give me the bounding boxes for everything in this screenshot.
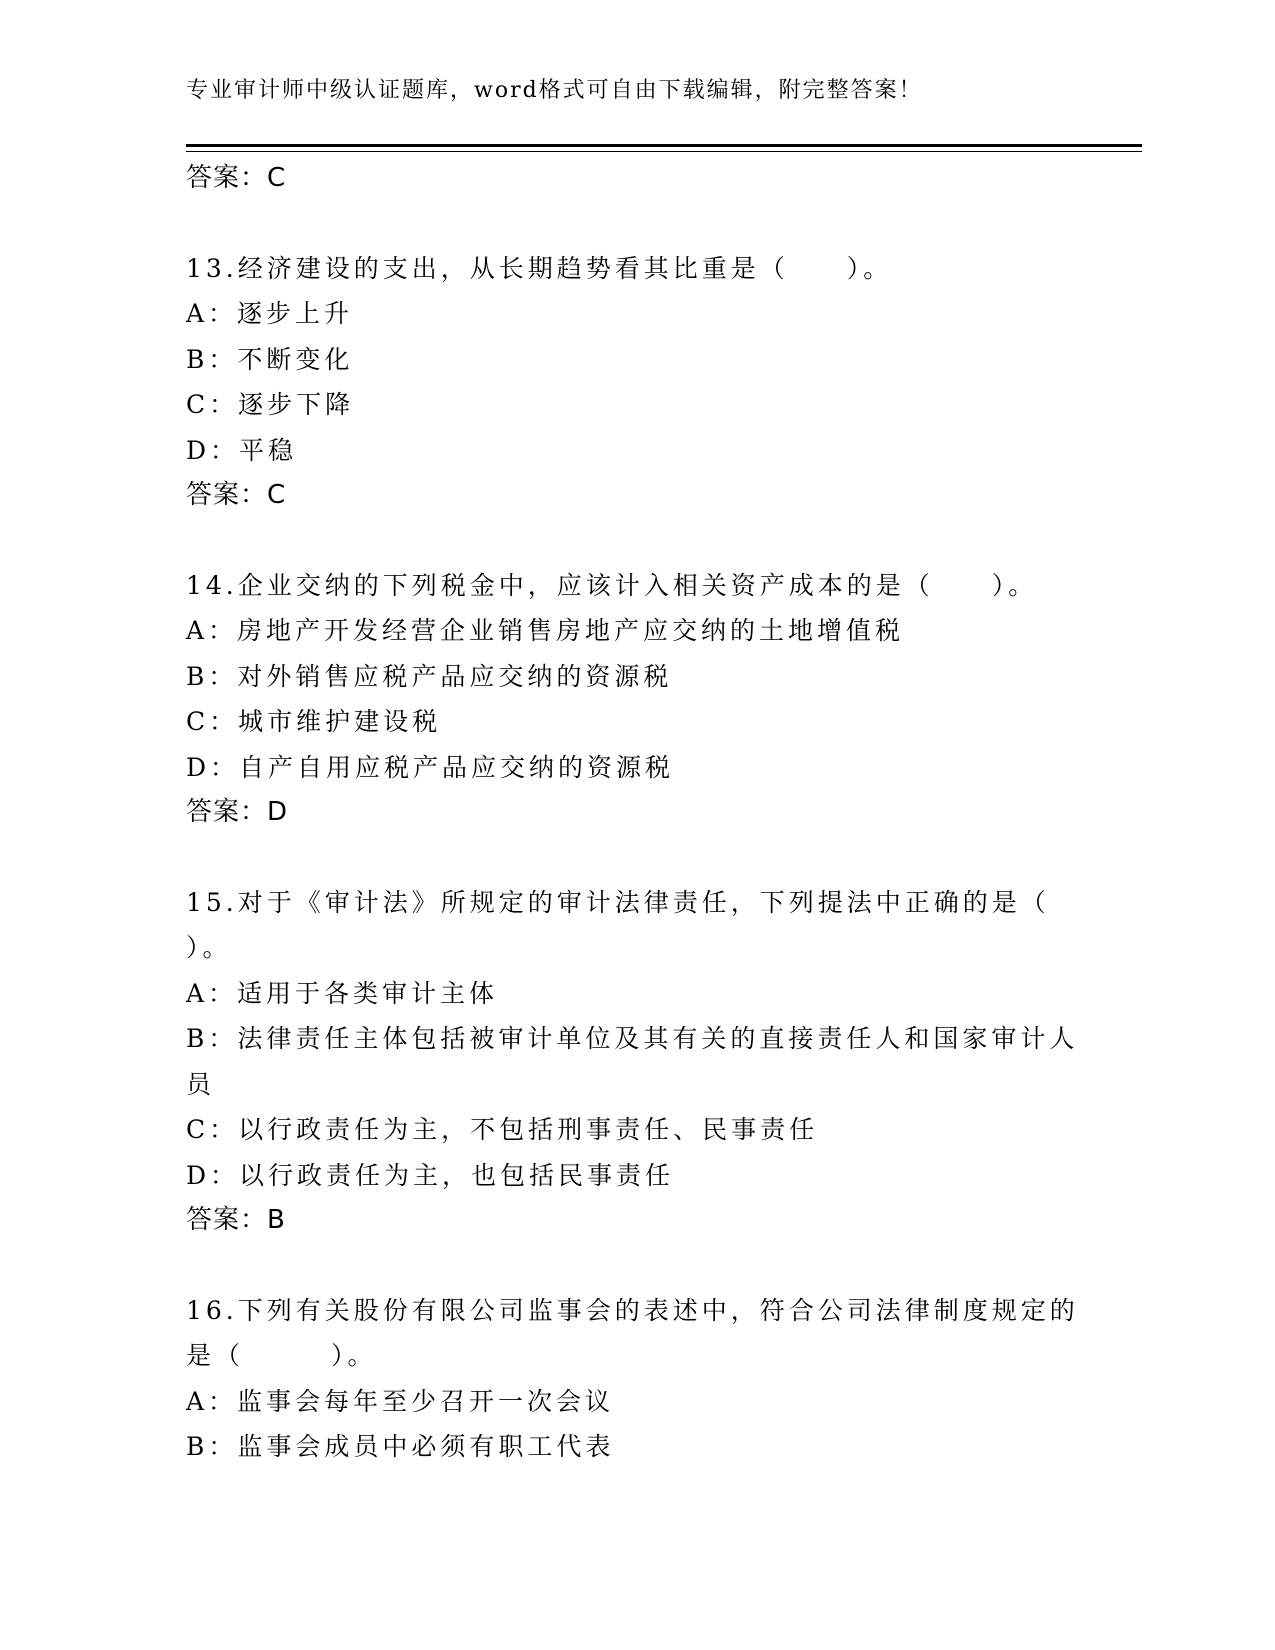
option-d: D：平稳	[186, 435, 298, 465]
answer-line: 答案：C	[186, 480, 287, 510]
page-header: 专业审计师中级认证题库，word格式可自由下载编辑，附完整答案！	[186, 78, 923, 103]
question-content	[186, 156, 1086, 1470]
option-d: D：以行政责任为主，也包括民事责任	[186, 1160, 675, 1190]
spacer	[186, 1244, 1086, 1288]
option-c: C：城市维护建设税	[186, 707, 442, 736]
option-b: B：监事会成员中必须有职工代表	[186, 1432, 615, 1461]
answer-line: 答案：C	[186, 163, 287, 193]
question-stem-line-1: 16.下列有关股份有限公司监事会的表述中，符合公司法律制度规定的	[186, 1295, 1079, 1325]
answer-line: 答案：B	[186, 1205, 286, 1235]
question-stem: 14.企业交纳的下列税金中，应该计入相关资产成本的是（ ）。	[186, 570, 1038, 600]
option-a: A：逐步上升	[186, 299, 354, 328]
question-stem-line-2: 是（ ）。	[186, 1341, 377, 1370]
option-a: A：房地产开发经营企业销售房地产应交纳的土地增值税	[186, 616, 905, 645]
question-stem: 13.经济建设的支出，从长期趋势看其比重是（ ）。	[186, 253, 893, 283]
question-stem-line-2: ）。	[186, 933, 232, 962]
option-b: B：对外销售应税产品应交纳的资源税	[186, 661, 673, 691]
option-b: B：法律责任主体包括被审计单位及其有关的直接责任人和国家审计人	[186, 1024, 1079, 1053]
option-b: B：不断变化	[186, 344, 354, 374]
question-block-16	[186, 1288, 1086, 1470]
spacer	[186, 836, 1086, 880]
spacer	[186, 202, 1086, 246]
option-c: C：逐步下降	[186, 390, 355, 419]
option-b-continued: 员	[186, 1069, 216, 1099]
question-block-14	[186, 563, 1086, 836]
question-block-15	[186, 880, 1086, 1244]
header-divider-thin	[186, 151, 1142, 152]
spacer	[186, 519, 1086, 563]
question-block-13	[186, 246, 1086, 519]
question-stem-line-1: 15.对于《审计法》所规定的审计法律责任，下列提法中正确的是（	[186, 887, 1050, 917]
option-a: A：监事会每年至少召开一次会议	[186, 1386, 615, 1416]
option-a: A：适用于各类审计主体	[186, 978, 499, 1008]
option-d: D：自产自用应税产品应交纳的资源税	[186, 752, 675, 782]
option-c: C：以行政责任为主，不包括刑事责任、民事责任	[186, 1115, 819, 1144]
answer-line: 答案：D	[186, 797, 289, 827]
header-divider-thick	[186, 144, 1142, 147]
